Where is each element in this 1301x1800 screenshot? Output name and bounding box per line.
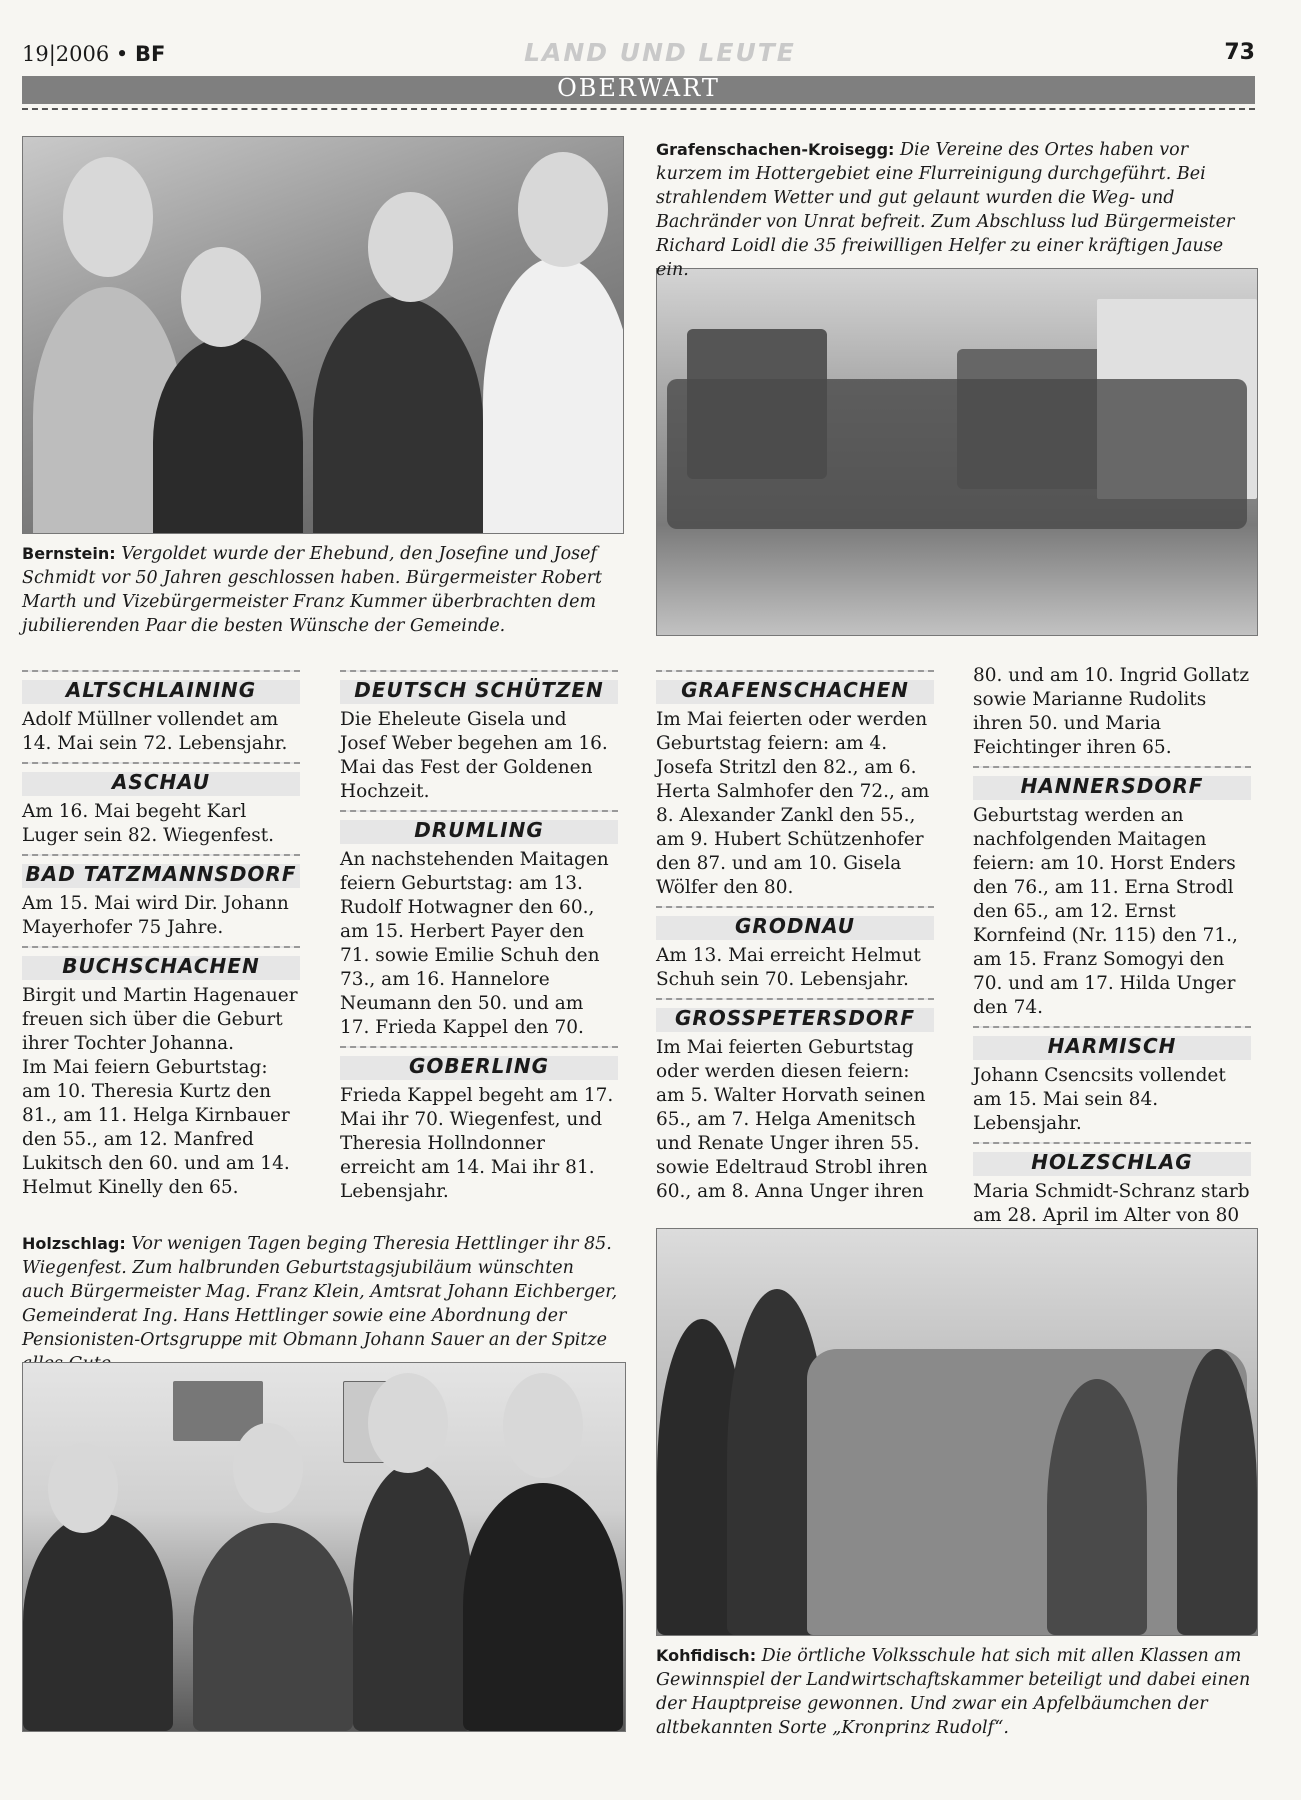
page-number: 73 <box>1224 40 1255 65</box>
section-text-continued: Im Mai feiern Geburtstag: am 10. Theresia Kurtz den 81., am 11. Helga Kirnbauer den 55., am 12. Manfred Lukitsch den 60. und am 14. Helmut Kinelly den 65. <box>22 1057 290 1198</box>
section-heading-altschlaining: ALTSCHLAINING <box>22 670 300 704</box>
kohfidisch-caption <box>656 1644 1254 1740</box>
bernstein-caption <box>22 542 617 638</box>
section-heading-grodnau: GRODNAU <box>656 906 934 940</box>
section-text: Frieda Kappel begeht am 17. Mai ihr 70. Wiegenfest, und Theresia Hollndonner erreicht am 14. Mai ihr 81. Lebensjahr. <box>340 1085 614 1202</box>
section-text: Die Eheleute Gisela und Josef Weber begehen am 16. Mai das Fest der Goldenen Hochzeit. <box>340 709 608 802</box>
section-text: Maria Schmidt-Schranz starb am 28. April im Alter von 80 <box>973 1181 1250 1226</box>
section-text: Am 13. Mai erreicht Helmut Schuh sein 70. Lebensjahr. <box>656 945 921 990</box>
caption-text: Vergoldet wurde der Ehebund, den Josefine und Josef Schmidt vor 50 Jahren geschlossen haben. Bürgermeister Robert Marth und Vizebürgermeister Franz Kummer überbrachten dem jubilierenden Paar die besten Wünsche der Gemeinde. <box>22 544 602 636</box>
caption-text: Die Vereine des Ortes haben vor kurzem im Hottergebiet eine Flurreinigung durchgeführt. Bei strahlendem Wetter und gut gelaunt wurden die Weg- und Bachränder von Unrat befreit. Zum Abschluss lud Bürgermeister Richard Loidl die 35 freiwilligen Helfer zu einer kräftigen Jause ein. <box>656 140 1235 280</box>
section-heading-grosspetersdorf: GROSSPETERSDORF <box>656 998 934 1032</box>
caption-place: Bernstein: <box>22 544 116 563</box>
section-heading-goberling: GOBERLING <box>340 1046 618 1080</box>
caption-place: Holzschlag: <box>22 1234 126 1253</box>
region-title: OBERWART <box>557 74 720 102</box>
bernstein-photo <box>22 136 624 534</box>
caption-text: Die örtliche Volksschule hat sich mit allen Klassen am Gewinnspiel der Landwirtschaftskammer beteiligt und dabei einen der Hauptpreise gewonnen. Und zwar ein Apfelbäumchen der altbekannten Sorte „Kronprinz Rudolf“. <box>656 1646 1251 1738</box>
section-heading-hannersdorf: HANNERSDORF <box>973 766 1251 800</box>
section-text: Birgit und Martin Hagenauer freuen sich über die Geburt ihrer Tochter Johanna. <box>22 985 298 1054</box>
section-heading-buchschachen: BUCHSCHACHEN <box>22 946 300 980</box>
holzschlag-caption <box>22 1232 622 1376</box>
section-heading-harmisch: HARMISCH <box>973 1026 1251 1060</box>
publication-name: BF <box>135 42 166 66</box>
section-heading-bad-tatzmannsdorf: BAD TATZMANNSDORF <box>22 854 300 888</box>
section-text: Geburtstag werden an nachfolgenden Maitagen feiern: am 10. Horst Enders den 76., am 11. Erna Strodl den 65., am 12. Ernst Kornfeind (Nr. 115) den 71., am 15. Franz Somogyi den 70. und am 17. Hilda Unger den 74. <box>973 805 1238 1018</box>
grafenschachen-photo <box>656 268 1258 636</box>
section-text-continued: 80. und am 10. Ingrid Gollatz sowie Marianne Rudolits ihren 50. und Maria Feichtinger ihren 65. <box>973 665 1250 758</box>
holzschlag-photo <box>22 1362 626 1732</box>
kohfidisch-photo <box>656 1228 1258 1636</box>
issue-date: 19|2006 • BF <box>22 42 166 66</box>
column-2 <box>340 670 618 1210</box>
section-heading-aschau: ASCHAU <box>22 762 300 796</box>
section-text: Johann Csencsits vollendet am 15. Mai sein 84. Lebensjahr. <box>973 1065 1226 1134</box>
section-heading-holzschlag: HOLZSCHLAG <box>973 1142 1251 1176</box>
caption-place: Grafenschachen-Kroisegg: <box>656 140 895 159</box>
caption-place: Kohfidisch: <box>656 1646 757 1665</box>
column-4 <box>973 664 1251 1258</box>
section-text: Am 16. Mai begeht Karl Luger sein 82. Wiegenfest. <box>22 801 275 846</box>
section-text: Im Mai feierten oder werden Geburtstag feiern: am 4. Josefa Stritzl den 82., am 6. Herta Salmhofer den 72., am 8. Alexander Zankl den 55., am 9. Hubert Schützenhofer den 87. und am 10. Gisela Wölfer den 80. <box>656 709 930 898</box>
caption-text: Vor wenigen Tagen beging Theresia Hettlinger ihr 85. Wiegenfest. Zum halbrunden Geburtstagsjubiläum wünschten auch Bürgermeister Mag. Franz Klein, Amtsrat Johann Eichberger, Gemeinderat Ing. Hans Hettlinger sowie eine Abordnung der Pensionisten-Ortsgruppe mit Obmann Johann Sauer an der Spitze <box>22 1234 618 1350</box>
header-divider <box>22 108 1255 110</box>
section-heading-grafenschachen: GRAFENSCHACHEN <box>656 670 934 704</box>
section-heading-drumling: DRUMLING <box>340 810 618 844</box>
grafenschachen-caption <box>656 138 1254 282</box>
section-title: LAND UND LEUTE <box>524 38 796 67</box>
section-text: Adolf Müllner vollendet am 14. Mai sein 72. Lebensjahr. <box>22 709 288 754</box>
section-heading-deutsch-schuetzen: DEUTSCH SCHÜTZEN <box>340 670 618 704</box>
section-text: Am 15. Mai wird Dir. Johann Mayerhofer 75 Jahre. <box>22 893 289 938</box>
section-text: An nachstehenden Maitagen feiern Geburtstag: am 13. Rudolf Hotwagner den 60., am 15. Herbert Payer den 71. sowie Emilie Schuh den 73., am 16. Hannelore Neumann den 50. und am 17. Frieda Kappel den 70. <box>340 849 609 1038</box>
column-3 <box>656 670 934 1210</box>
column-1 <box>22 670 300 1206</box>
section-text: Im Mai feierten Geburtstag oder werden diesen feiern: am 5. Walter Horvath seinen 65., am 7. Helga Amenitsch und Renate Unger ihren 55. sowie Edeltraud Strobl ihren 60., am 8. Anna Unger ihren <box>656 1037 928 1202</box>
